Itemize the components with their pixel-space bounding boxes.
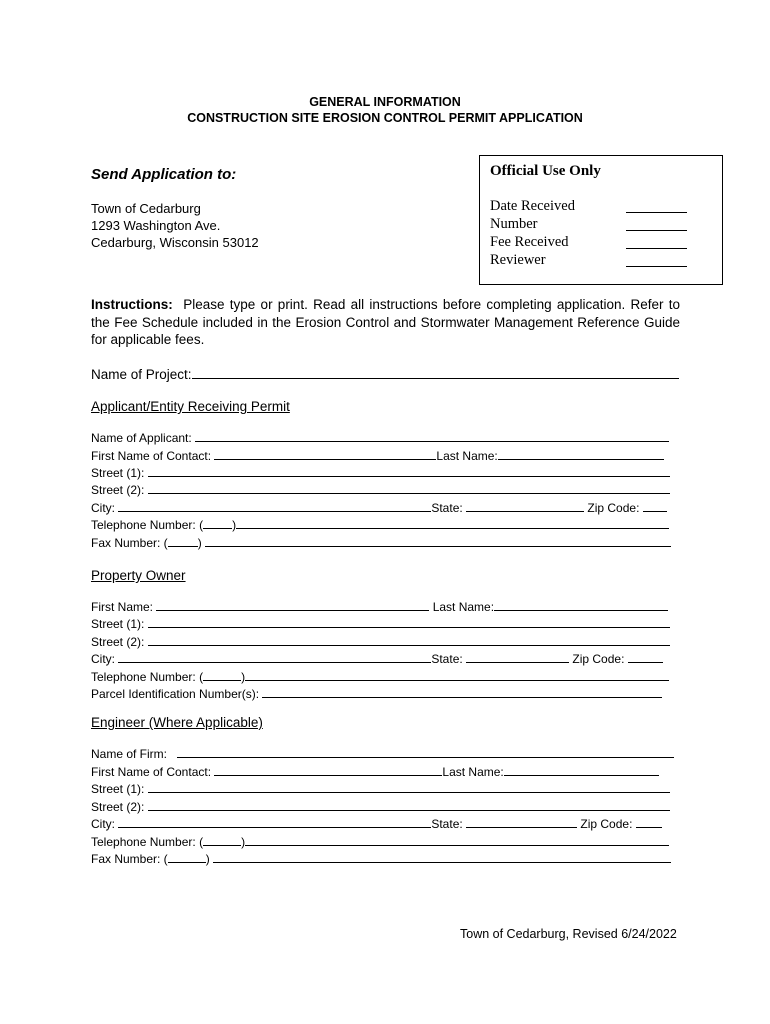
number-label: Number [490, 216, 538, 232]
applicant-city-field[interactable] [118, 500, 431, 512]
applicant-last-name-field[interactable] [498, 448, 664, 460]
project-name-label: Name of Project: [91, 367, 192, 382]
applicant-name-field[interactable] [195, 430, 669, 442]
applicant-phone-row: Telephone Number: ( ) [91, 517, 675, 532]
engineer-first-contact-label: First Name of Contact: [91, 765, 212, 779]
engineer-city-label: City: [91, 817, 115, 831]
engineer-firm-field[interactable] [177, 746, 674, 758]
engineer-last-name-field[interactable] [504, 764, 659, 776]
engineer-street1-row [91, 781, 675, 796]
applicant-city-row [91, 500, 675, 515]
owner-street1-field[interactable] [148, 616, 670, 628]
owner-phone-label: Telephone Number: ( [91, 670, 204, 684]
applicant-first-contact-label: First Name of Contact: [91, 449, 212, 463]
owner-city-label: City: [91, 652, 115, 666]
official-use-box [479, 155, 723, 285]
engineer-first-name-field[interactable] [214, 764, 442, 776]
owner-section-heading: Property Owner [91, 568, 186, 583]
engineer-last-name-label: Last Name: [442, 765, 504, 779]
engineer-fax-area-field[interactable] [168, 851, 206, 863]
send-to-heading: Send Application to: [91, 166, 237, 183]
revision-footer: Town of Cedarburg, Revised 6/24/2022 [460, 927, 677, 941]
applicant-last-name-label: Last Name: [436, 449, 498, 463]
owner-phone-field[interactable] [245, 669, 669, 681]
owner-name-row [91, 599, 675, 614]
owner-phone-row: Telephone Number: ( ) [91, 669, 675, 684]
applicant-phone-label: Telephone Number: ( [91, 518, 204, 532]
applicant-state-field[interactable] [466, 500, 584, 512]
owner-city-row [91, 651, 675, 666]
instructions-label: Instructions: [91, 297, 173, 312]
engineer-phone-field[interactable] [245, 834, 669, 846]
applicant-section-heading: Applicant/Entity Receiving Permit [91, 399, 290, 414]
owner-zip-field[interactable] [628, 651, 663, 663]
engineer-firm-label: Name of Firm: [91, 747, 168, 761]
applicant-name-label: Name of Applicant: [91, 431, 192, 445]
engineer-state-label: State: [431, 817, 463, 831]
engineer-fax-label: Fax Number: ( [91, 852, 168, 866]
address-line-1: Town of Cedarburg [91, 201, 201, 216]
applicant-contact-row [91, 448, 675, 463]
owner-first-name-field[interactable] [156, 599, 429, 611]
engineer-street2-field[interactable] [148, 799, 670, 811]
applicant-street1-field[interactable] [148, 465, 670, 477]
owner-state-field[interactable] [466, 651, 569, 663]
owner-phone-area-field[interactable] [203, 669, 241, 681]
form-subtitle: CONSTRUCTION SITE EROSION CONTROL PERMIT APPLICATION [187, 111, 583, 125]
owner-state-label: State: [431, 652, 463, 666]
fee-received-label: Fee Received [490, 234, 569, 250]
owner-parcel-row [91, 686, 675, 701]
project-name-field[interactable] [192, 366, 679, 379]
engineer-state-field[interactable] [466, 816, 577, 828]
engineer-city-field[interactable] [118, 816, 431, 828]
reviewer-field[interactable] [626, 266, 687, 267]
owner-last-name-label: Last Name: [432, 600, 495, 614]
engineer-firm-row [91, 746, 675, 761]
owner-zip-label: Zip Code: [572, 652, 625, 666]
date-received-field[interactable] [626, 212, 687, 213]
applicant-fax-area-field[interactable] [168, 535, 198, 547]
applicant-city-label: City: [91, 501, 115, 515]
owner-street2-field[interactable] [148, 634, 670, 646]
owner-parcel-label: Parcel Identification Number(s): [91, 687, 260, 701]
engineer-city-row [91, 816, 675, 831]
engineer-fax-row: Fax Number: ( ) [91, 851, 675, 866]
owner-street1-label: Street (1): [91, 617, 145, 631]
applicant-first-name-field[interactable] [214, 448, 436, 460]
date-received-label: Date Received [490, 198, 575, 214]
applicant-fax-label: Fax Number: ( [91, 536, 168, 550]
engineer-zip-field[interactable] [636, 816, 662, 828]
instructions-text: Please type or print. Read all instructions before completing application. Refer to the Fee Schedule included in the Erosion Control and Stormwater Management Reference Guide for applicable fees. [91, 297, 680, 347]
engineer-section-heading: Engineer (Where Applicable) [91, 715, 263, 730]
owner-parcel-field[interactable] [262, 686, 662, 698]
applicant-street2-row [91, 482, 675, 497]
applicant-phone-area-field[interactable] [203, 517, 232, 529]
engineer-phone-area-field[interactable] [203, 834, 241, 846]
engineer-phone-row: Telephone Number: ( ) [91, 834, 675, 849]
applicant-street1-label: Street (1): [91, 466, 145, 480]
engineer-street1-field[interactable] [148, 781, 670, 793]
applicant-street2-field[interactable] [148, 482, 670, 494]
engineer-fax-field[interactable] [213, 851, 671, 863]
engineer-phone-label: Telephone Number: ( [91, 835, 204, 849]
form-title: GENERAL INFORMATION [309, 95, 461, 109]
applicant-phone-field[interactable] [236, 517, 669, 529]
engineer-contact-row [91, 764, 675, 779]
applicant-street2-label: Street (2): [91, 483, 145, 497]
applicant-zip-label: Zip Code: [587, 501, 640, 515]
official-use-title: Official Use Only [490, 163, 601, 179]
engineer-street2-label: Street (2): [91, 800, 145, 814]
address-line-3: Cedarburg, Wisconsin 53012 [91, 235, 259, 250]
owner-street2-label: Street (2): [91, 635, 145, 649]
project-name-row [91, 366, 681, 383]
instructions [91, 296, 680, 349]
applicant-street1-row [91, 465, 675, 480]
applicant-name-row [91, 430, 675, 445]
applicant-fax-field[interactable] [205, 535, 671, 547]
address-line-2: 1293 Washington Ave. [91, 218, 221, 233]
owner-city-field[interactable] [118, 651, 431, 663]
fee-received-field[interactable] [626, 248, 687, 249]
engineer-zip-label: Zip Code: [580, 817, 633, 831]
owner-street1-row [91, 616, 675, 631]
engineer-street1-label: Street (1): [91, 782, 145, 796]
applicant-state-label: State: [431, 501, 463, 515]
applicant-fax-row: Fax Number: ( ) [91, 535, 675, 550]
engineer-street2-row [91, 799, 675, 814]
owner-first-name-label: First Name: [91, 600, 154, 614]
owner-street2-row [91, 634, 675, 649]
owner-last-name-field[interactable] [494, 599, 668, 611]
reviewer-label: Reviewer [490, 252, 546, 268]
number-field[interactable] [626, 230, 687, 231]
applicant-zip-field[interactable] [643, 500, 667, 512]
